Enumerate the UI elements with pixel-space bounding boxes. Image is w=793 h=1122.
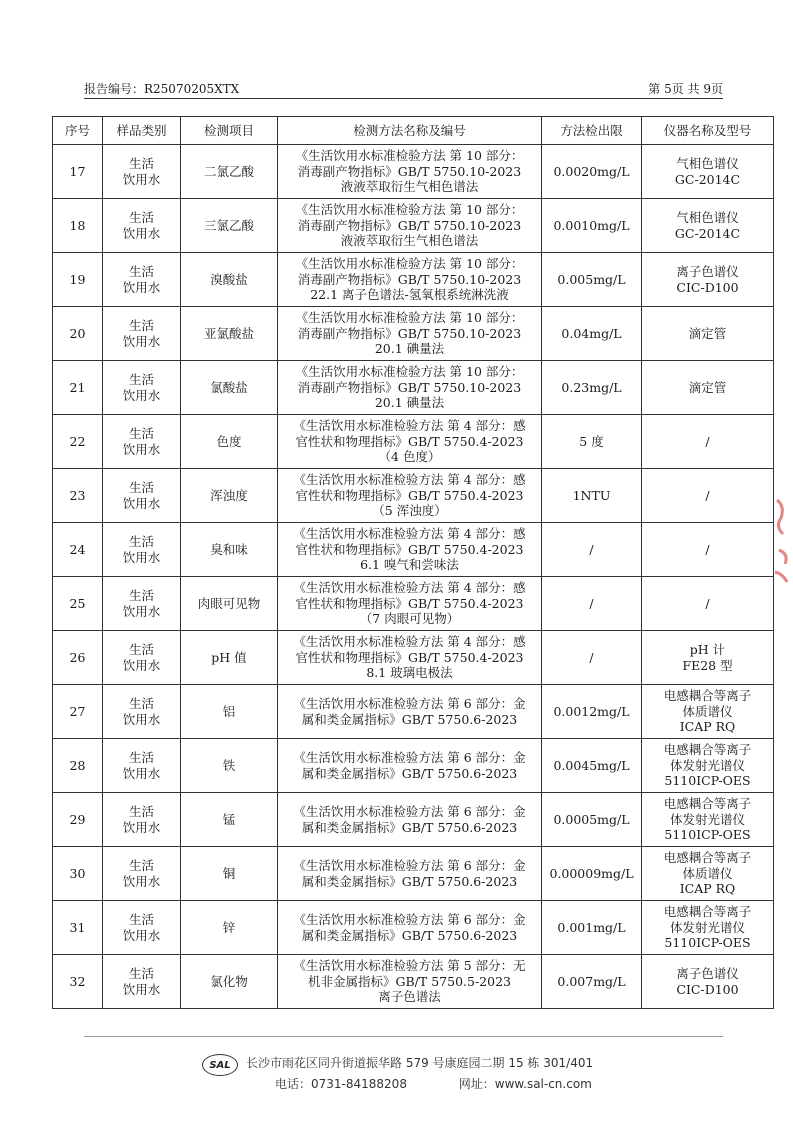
cell-limit: 5 度	[542, 415, 642, 469]
table-row	[53, 361, 774, 415]
cell-instrument-line: /	[705, 433, 710, 449]
cell-item: 臭和味	[181, 523, 278, 577]
cell-no: 24	[53, 523, 103, 577]
cell-category-line: 饮用水	[122, 657, 161, 673]
cell-category	[103, 631, 181, 685]
cell-category-line: 生活	[128, 534, 154, 549]
cell-limit: 0.001mg/L	[542, 901, 642, 955]
cell-method	[278, 793, 542, 847]
cell-method	[278, 685, 542, 739]
cell-instrument	[642, 469, 774, 523]
cell-method-line: 机非金属指标》GB/T 5750.5-2023	[308, 973, 511, 989]
cell-method-line: 官性状和物理指标》GB/T 5750.4-2023	[295, 541, 524, 557]
test-methods-table	[52, 116, 774, 1009]
cell-instrument-line: 体发射光谱仪	[669, 919, 745, 935]
cell-instrument	[642, 307, 774, 361]
cell-instrument	[642, 739, 774, 793]
cell-method-line: 《生活饮用水标准检验方法 第 6 部分：金	[293, 858, 526, 873]
cell-item: 肉眼可见物	[181, 577, 278, 631]
cell-item: 铜	[181, 847, 278, 901]
table-row	[53, 145, 774, 199]
col-header-no: 序号	[53, 117, 103, 145]
cell-item: 三氯乙酸	[181, 199, 278, 253]
cell-method-line: 8.1 玻璃电极法	[366, 665, 453, 681]
footer-divider	[84, 1036, 723, 1037]
cell-instrument-line: /	[705, 487, 710, 503]
cell-limit: 1NTU	[542, 469, 642, 523]
cell-no: 30	[53, 847, 103, 901]
cell-limit: /	[542, 631, 642, 685]
cell-method-line: （5 浑浊度）	[372, 503, 447, 519]
cell-no: 21	[53, 361, 103, 415]
cell-instrument-line: 离子色谱仪	[676, 264, 739, 279]
table-row	[53, 577, 774, 631]
company-phone: 电话：0731-84188208	[275, 1077, 407, 1091]
cell-category	[103, 739, 181, 793]
cell-no: 19	[53, 253, 103, 307]
cell-no: 29	[53, 793, 103, 847]
cell-method-line: （7 肉眼可见物）	[359, 611, 460, 627]
cell-method	[278, 253, 542, 307]
cell-method-line: 属和类金属指标》GB/T 5750.6-2023	[301, 765, 518, 781]
cell-instrument-line: CIC-D100	[676, 279, 739, 295]
cell-instrument-line: 气相色谱仪	[676, 210, 739, 225]
company-website: 网址：www.sal-cn.com	[458, 1077, 592, 1091]
cell-limit: /	[542, 577, 642, 631]
cell-no: 17	[53, 145, 103, 199]
cell-category	[103, 307, 181, 361]
cell-no: 26	[53, 631, 103, 685]
cell-item: pH 值	[181, 631, 278, 685]
cell-method-line: 《生活饮用水标准检验方法 第 10 部分：	[295, 310, 524, 326]
table-row	[53, 739, 774, 793]
cell-method-line: 属和类金属指标》GB/T 5750.6-2023	[301, 711, 518, 727]
cell-category	[103, 145, 181, 199]
cell-method-line: 22.1 离子色谱法-氢氧根系统淋洗液	[310, 287, 509, 303]
cell-category	[103, 253, 181, 307]
cell-category-line: 饮用水	[122, 873, 161, 889]
cell-instrument-line: GC-2014C	[674, 225, 741, 241]
cell-limit: 0.04mg/L	[542, 307, 642, 361]
cell-method	[278, 847, 542, 901]
cell-category-line: 饮用水	[122, 171, 161, 187]
cell-instrument	[642, 199, 774, 253]
col-header-category: 样品类别	[103, 117, 181, 145]
cell-item: 铝	[181, 685, 278, 739]
cell-method-line: 《生活饮用水标准检验方法 第 4 部分：感	[293, 418, 526, 434]
cell-instrument-line: 5110ICP-OES	[664, 773, 751, 789]
cell-method-line: 《生活饮用水标准检验方法 第 6 部分：金	[293, 804, 526, 819]
cell-limit: 0.23mg/L	[542, 361, 642, 415]
cell-category	[103, 847, 181, 901]
table-row	[53, 523, 774, 577]
cell-instrument-line: 体发射光谱仪	[669, 811, 745, 827]
table-row	[53, 631, 774, 685]
col-header-method: 检测方法名称及编号	[278, 117, 542, 145]
cell-method-line: （4 色度）	[378, 449, 441, 465]
cell-category	[103, 199, 181, 253]
company-logo: SAL	[202, 1054, 238, 1076]
cell-method-line: 《生活饮用水标准检验方法 第 10 部分：	[295, 256, 524, 272]
cell-category	[103, 577, 181, 631]
col-header-limit: 方法检出限	[542, 117, 642, 145]
cell-instrument	[642, 901, 774, 955]
cell-instrument-line: /	[705, 595, 710, 611]
cell-method-line: 6.1 嗅气和尝味法	[360, 557, 459, 573]
page-header	[84, 80, 723, 98]
cell-method-line: 《生活饮用水标准检验方法 第 4 部分：感	[293, 580, 526, 596]
cell-method-line: 《生活饮用水标准检验方法 第 4 部分：感	[293, 472, 526, 488]
cell-item: 铁	[181, 739, 278, 793]
cell-method	[278, 307, 542, 361]
cell-category	[103, 685, 181, 739]
cell-instrument-line: /	[705, 541, 710, 557]
cell-category-line: 生活	[128, 696, 154, 711]
cell-category-line: 生活	[128, 372, 154, 387]
cell-method-line: 液液萃取衍生气相色谱法	[340, 233, 479, 249]
cell-method-line: 官性状和物理指标》GB/T 5750.4-2023	[295, 487, 524, 503]
cell-instrument-line: 电感耦合等离子	[663, 688, 752, 704]
cell-instrument-line: 电感耦合等离子	[663, 742, 752, 758]
cell-no: 32	[53, 955, 103, 1009]
cell-method-line: 液液萃取衍生气相色谱法	[340, 179, 479, 195]
cell-instrument	[642, 577, 774, 631]
cell-method-line: 官性状和物理指标》GB/T 5750.4-2023	[295, 649, 524, 665]
table-row	[53, 253, 774, 307]
cell-instrument-line: ICAP RQ	[679, 881, 736, 897]
cell-category-line: 生活	[128, 804, 154, 819]
cell-instrument-line: 气相色谱仪	[676, 156, 739, 171]
cell-category-line: 饮用水	[122, 981, 161, 997]
cell-method-line: 20.1 碘量法	[374, 395, 445, 411]
cell-instrument	[642, 523, 774, 577]
cell-category-line: 生活	[128, 480, 154, 495]
cell-instrument-line: 体质谱仪	[682, 865, 733, 881]
cell-instrument-line: 5110ICP-OES	[664, 827, 751, 843]
company-contact	[275, 1075, 640, 1092]
col-header-instrument: 仪器名称及型号	[642, 117, 774, 145]
cell-category-line: 饮用水	[122, 387, 161, 403]
cell-category	[103, 469, 181, 523]
cell-category	[103, 793, 181, 847]
cell-category-line: 饮用水	[122, 495, 161, 511]
cell-category-line: 饮用水	[122, 279, 161, 295]
cell-no: 27	[53, 685, 103, 739]
seal-stamp-fragment	[767, 490, 793, 610]
cell-category-line: 饮用水	[122, 441, 161, 457]
table-row	[53, 847, 774, 901]
cell-instrument	[642, 415, 774, 469]
cell-no: 18	[53, 199, 103, 253]
cell-method-line: 消毒副产物指标》GB/T 5750.10-2023	[297, 163, 522, 179]
cell-instrument	[642, 253, 774, 307]
cell-instrument	[642, 955, 774, 1009]
cell-category	[103, 415, 181, 469]
cell-limit: 0.0045mg/L	[542, 739, 642, 793]
cell-method	[278, 739, 542, 793]
cell-no: 28	[53, 739, 103, 793]
cell-method	[278, 145, 542, 199]
cell-category-line: 生活	[128, 588, 154, 603]
cell-no: 23	[53, 469, 103, 523]
cell-method-line: 《生活饮用水标准检验方法 第 4 部分：感	[293, 634, 526, 650]
table-header-row	[53, 117, 774, 145]
page-indicator: 第 5页 共 9页	[648, 82, 723, 96]
cell-method	[278, 577, 542, 631]
cell-instrument	[642, 685, 774, 739]
cell-category-line: 生活	[128, 966, 154, 981]
company-address: 长沙市雨花区同升街道振华路 579 号康庭园二期 15 栋 301/401	[246, 1056, 594, 1070]
cell-category-line: 生活	[128, 210, 154, 225]
cell-method-line: 《生活饮用水标准检验方法 第 6 部分：金	[293, 696, 526, 711]
cell-method	[278, 361, 542, 415]
cell-method	[278, 955, 542, 1009]
cell-category-line: 生活	[128, 642, 154, 657]
cell-no: 20	[53, 307, 103, 361]
cell-method-line: 《生活饮用水标准检验方法 第 5 部分：无	[293, 958, 526, 974]
cell-method-line: 属和类金属指标》GB/T 5750.6-2023	[301, 927, 518, 943]
cell-instrument	[642, 631, 774, 685]
cell-method	[278, 199, 542, 253]
cell-category-line: 饮用水	[122, 927, 161, 943]
table-row	[53, 685, 774, 739]
cell-category	[103, 955, 181, 1009]
cell-method-line: 消毒副产物指标》GB/T 5750.10-2023	[297, 325, 522, 341]
cell-item: 亚氯酸盐	[181, 307, 278, 361]
cell-category-line: 生活	[128, 912, 154, 927]
cell-no: 31	[53, 901, 103, 955]
cell-category-line: 饮用水	[122, 333, 161, 349]
cell-no: 22	[53, 415, 103, 469]
report-number: 报告编号：R25070205XTX	[84, 82, 240, 96]
cell-category-line: 饮用水	[122, 765, 161, 781]
cell-category-line: 生活	[128, 264, 154, 279]
cell-method-line: 消毒副产物指标》GB/T 5750.10-2023	[297, 379, 522, 395]
cell-item: 浑浊度	[181, 469, 278, 523]
cell-limit: 0.0005mg/L	[542, 793, 642, 847]
col-header-item: 检测项目	[181, 117, 278, 145]
cell-category-line: 饮用水	[122, 819, 161, 835]
cell-instrument-line: 电感耦合等离子	[663, 904, 752, 920]
cell-instrument-line: 体发射光谱仪	[669, 757, 745, 773]
cell-method	[278, 523, 542, 577]
cell-category-line: 饮用水	[122, 711, 161, 727]
cell-method-line: 官性状和物理指标》GB/T 5750.4-2023	[295, 595, 524, 611]
cell-no: 25	[53, 577, 103, 631]
cell-method-line: 属和类金属指标》GB/T 5750.6-2023	[301, 819, 518, 835]
cell-category-line: 饮用水	[122, 549, 161, 565]
cell-category	[103, 361, 181, 415]
cell-instrument-line: ICAP RQ	[679, 719, 736, 735]
cell-instrument-line: FE28 型	[682, 657, 733, 673]
cell-instrument	[642, 361, 774, 415]
cell-item: 氯化物	[181, 955, 278, 1009]
cell-method-line: 20.1 碘量法	[374, 341, 445, 357]
cell-limit: 0.00009mg/L	[542, 847, 642, 901]
cell-method-line: 官性状和物理指标》GB/T 5750.4-2023	[295, 433, 524, 449]
cell-method	[278, 469, 542, 523]
cell-limit: 0.0012mg/L	[542, 685, 642, 739]
cell-category	[103, 523, 181, 577]
cell-item: 溴酸盐	[181, 253, 278, 307]
cell-instrument-line: 电感耦合等离子	[663, 796, 752, 812]
cell-limit: 0.0010mg/L	[542, 199, 642, 253]
table-row	[53, 793, 774, 847]
cell-instrument-line: pH 计	[689, 642, 726, 657]
cell-category-line: 饮用水	[122, 603, 161, 619]
cell-category-line: 生活	[128, 750, 154, 765]
cell-limit: /	[542, 523, 642, 577]
table-row	[53, 199, 774, 253]
table-row	[53, 307, 774, 361]
cell-method	[278, 631, 542, 685]
table-body	[53, 145, 774, 1009]
cell-item: 色度	[181, 415, 278, 469]
cell-method-line: 《生活饮用水标准检验方法 第 10 部分：	[295, 364, 524, 380]
cell-item: 氯酸盐	[181, 361, 278, 415]
cell-category-line: 饮用水	[122, 225, 161, 241]
cell-item: 二氯乙酸	[181, 145, 278, 199]
cell-instrument-line: CIC-D100	[676, 981, 739, 997]
header-divider	[84, 98, 723, 99]
cell-method	[278, 901, 542, 955]
cell-method-line: 《生活饮用水标准检验方法 第 10 部分：	[295, 148, 524, 164]
cell-instrument	[642, 847, 774, 901]
cell-method-line: 离子色谱法	[378, 989, 441, 1005]
cell-method-line: 《生活饮用水标准检验方法 第 6 部分：金	[293, 912, 526, 927]
cell-category	[103, 901, 181, 955]
cell-category-line: 生活	[128, 156, 154, 171]
cell-category-line: 生活	[128, 858, 154, 873]
cell-method-line: 消毒副产物指标》GB/T 5750.10-2023	[297, 217, 522, 233]
cell-instrument-line: GC-2014C	[674, 171, 741, 187]
cell-limit: 0.007mg/L	[542, 955, 642, 1009]
cell-instrument-line: 电感耦合等离子	[663, 850, 752, 866]
cell-instrument-line: 体质谱仪	[682, 703, 733, 719]
cell-instrument	[642, 145, 774, 199]
cell-instrument-line: 滴定管	[688, 325, 727, 341]
cell-method-line: 《生活饮用水标准检验方法 第 10 部分：	[295, 202, 524, 218]
cell-method-line: 消毒副产物指标》GB/T 5750.10-2023	[297, 271, 522, 287]
cell-method-line: 属和类金属指标》GB/T 5750.6-2023	[301, 873, 518, 889]
table-row	[53, 901, 774, 955]
table-row	[53, 955, 774, 1009]
cell-method-line: 《生活饮用水标准检验方法 第 4 部分：感	[293, 526, 526, 542]
cell-limit: 0.0020mg/L	[542, 145, 642, 199]
table-row	[53, 469, 774, 523]
cell-instrument-line: 5110ICP-OES	[664, 935, 751, 951]
cell-item: 锰	[181, 793, 278, 847]
cell-instrument-line: 离子色谱仪	[676, 966, 739, 981]
cell-instrument-line: 滴定管	[688, 379, 727, 395]
cell-limit: 0.005mg/L	[542, 253, 642, 307]
cell-method-line: 《生活饮用水标准检验方法 第 6 部分：金	[293, 750, 526, 765]
cell-category-line: 生活	[128, 426, 154, 441]
table-row	[53, 415, 774, 469]
cell-category-line: 生活	[128, 318, 154, 333]
cell-item: 锌	[181, 901, 278, 955]
cell-instrument	[642, 793, 774, 847]
cell-method	[278, 415, 542, 469]
